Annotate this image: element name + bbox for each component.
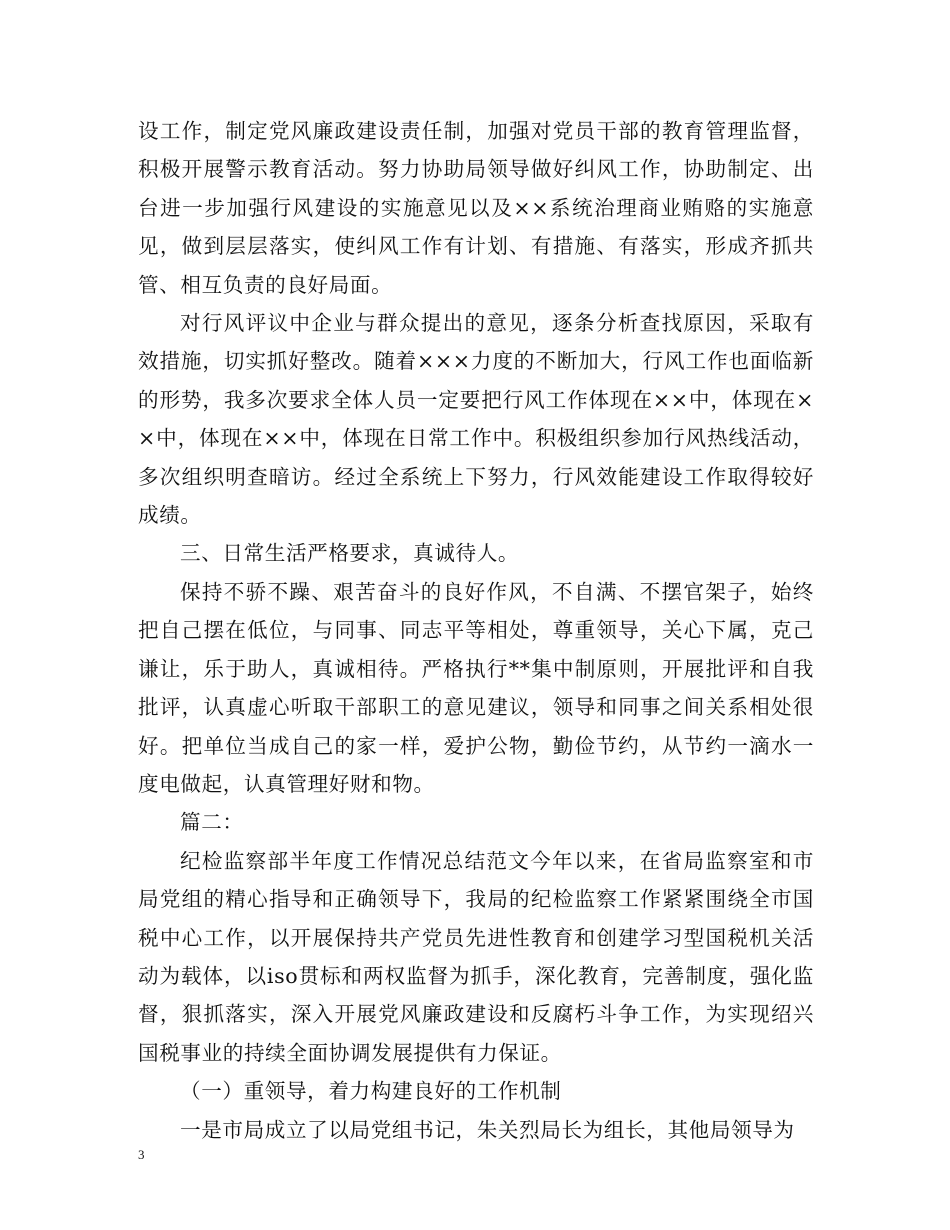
section-heading-daily-life: 三、日常生活严格要求，真诚待人。 bbox=[180, 541, 520, 566]
part-heading-two: 篇二： bbox=[180, 810, 244, 835]
paragraph-continuation: 设工作，制定党风廉政建设责任制，加强对党员干部的教育管理监督，积极开展警示教育活动。努力协助局领导做好纠风工作，协助制定、出台进一步加强行风建设的实施意见以及××系统治理商业贿赂的实施意见，做到层层落实，使纠风工作有计划、有措施、有落实，形成齐抓共管、相互负责的良好局面。 bbox=[138, 119, 814, 297]
paragraph-leadership-group: 一是市局成立了以局党组书记，朱关烈局长为组长，其他局领导为 bbox=[180, 1117, 795, 1142]
document-body bbox=[138, 112, 814, 1149]
subheading-leadership: （一）重领导，着力构建良好的工作机制 bbox=[180, 1079, 562, 1104]
paragraph-half-year-summary: 纪检监察部半年度工作情况总结范文今年以来，在省局监察室和市局党组的精心指导和正确领导下，我局的纪检监察工作紧紧围绕全市国税中心工作，以开展保持共产党员先进性教育和创建学习型国税机关活动为载体，以iso贯标和两权监督为抓手，深化教育，完善制度，强化监督，狠抓落实，深入开展党风廉政建设和反腐朽斗争工作，为实现绍兴国税事业的持续全面协调发展提供有力保证。 bbox=[138, 848, 814, 1065]
page-number: 3 bbox=[138, 1147, 145, 1162]
paragraph-feedback-rectification: 对行风评议中企业与群众提出的意见，逐条分析查找原因，采取有效措施，切实抓好整改。随着×××力度的不断加大，行风工作也面临新的形势，我多次要求全体人员一定要把行风工作体现在××中，体现在××中，体现在××中，体现在日常工作中。积极组织参加行风热线活动，多次组织明查暗访。经过全系统上下努力，行风效能建设工作取得较好成绩。 bbox=[138, 311, 814, 528]
paragraph-work-style: 保持不骄不躁、艰苦奋斗的良好作风，不自满、不摆官架子，始终把自己摆在低位，与同事、同志平等相处，尊重领导，关心下属，克己谦让，乐于助人，真诚相待。严格执行**集中制原则，开展批评和自我批评，认真虚心听取干部职工的意见建议，领导和同事之间关系相处很好。把单位当成自己的家一样，爱护公物，勤俭节约，从节约一滴水一度电做起，认真管理好财和物。 bbox=[138, 579, 814, 796]
